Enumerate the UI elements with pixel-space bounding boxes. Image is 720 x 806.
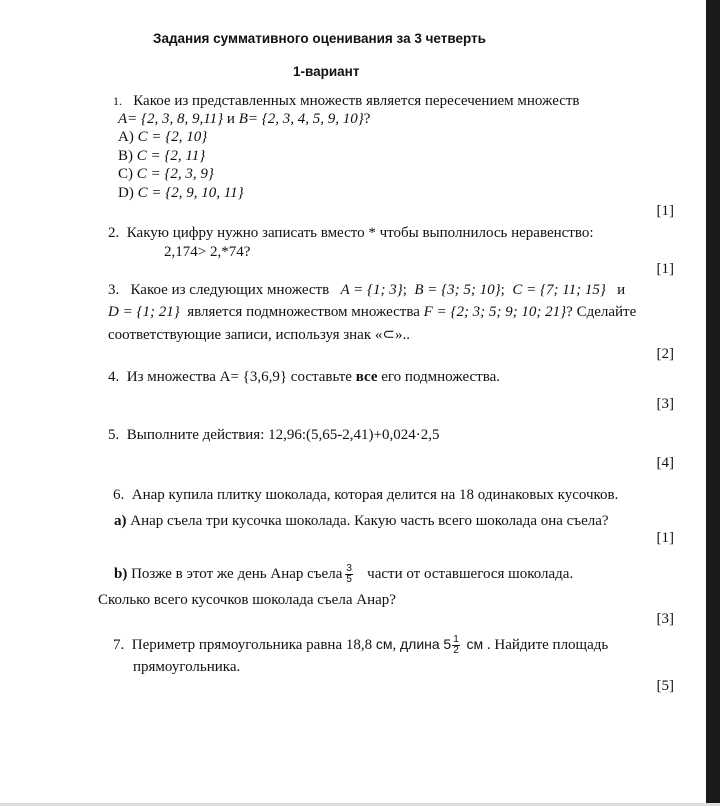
page-title: Задания суммативного оценивания за 3 четверть (153, 31, 486, 46)
dark-edge (706, 0, 720, 806)
q1-option-d: D) C = {2, 9, 10, 11} (118, 185, 244, 201)
fraction-three-fifths: $\frac{3}{5}$ (346, 563, 352, 586)
q2-question: 2. Какую цифру нужно записать вместо * чтобы выполнилось неравенство: (108, 225, 594, 241)
q6-question: 6. Анар купила плитку шоколада, которая делится на 18 одинаковых кусочков. (113, 487, 619, 503)
q1-option-a: A) C = {2, 10} (118, 129, 208, 145)
q6a-mark: [1] (656, 530, 674, 546)
q3-line-2: D = {1; 21} является подмножеством множества F = {2; 3; 5; 9; 10; 21}? Сделайте (108, 304, 637, 320)
q4-mark: [3] (656, 396, 674, 412)
q1-option-c: C) C = {2, 3, 9} (118, 166, 214, 182)
q2-expression: 2,174> 2,*74? (164, 244, 251, 260)
q7-line-2: прямоугольника. (133, 659, 241, 675)
q5-question: 5. Выполните действия: 12,96:(5,65-2,41)+0,024·2,5 (108, 427, 440, 443)
q6b-mark: [3] (656, 611, 674, 627)
fraction-one-half: $\frac{1}{2}$ (453, 634, 459, 657)
q6b-line-2: Сколько всего кусочков шоколада съела Анар? (98, 592, 396, 608)
q6a-question: a) Анар съела три кусочка шоколада. Какую часть всего шоколада она съела? (114, 513, 609, 529)
q3-line-3: соответствующие записи, используя знак «⊂».. (108, 327, 410, 343)
q5-mark: [4] (656, 455, 674, 471)
q1-mark: [1] (656, 203, 674, 219)
q4-question: 4. Из множества A= {3,6,9} составьте все его подмножества. (108, 369, 501, 385)
q3-line-1: 3. Какое из следующих множеств A = {1; 3}; B = {3; 5; 10}; C = {7; 11; 15} и (108, 282, 626, 298)
q7-mark: [5] (656, 678, 674, 694)
q2-mark: [1] (656, 261, 674, 277)
q6b-question: b) Позже в этот же день Анар съела $\frac{3}{5}$ части от оставшегося шоколада. (114, 563, 574, 586)
q1-option-b: B) C = {2, 11} (118, 148, 206, 164)
q1-question: 1. Какое из представленных множеств является пересечением множеств (113, 93, 580, 109)
q1-sets: A= {2, 3, 8, 9,11} и B= {2, 3, 4, 5, 9, 10}? (118, 111, 371, 127)
q7-question: 7. Периметр прямоугольника равна 18,8 см, длина 5 $\frac{1}{2}$ см . Найдите площадь (113, 634, 609, 657)
variant-label: 1-вариант (293, 64, 360, 79)
q3-mark: [2] (656, 346, 674, 362)
